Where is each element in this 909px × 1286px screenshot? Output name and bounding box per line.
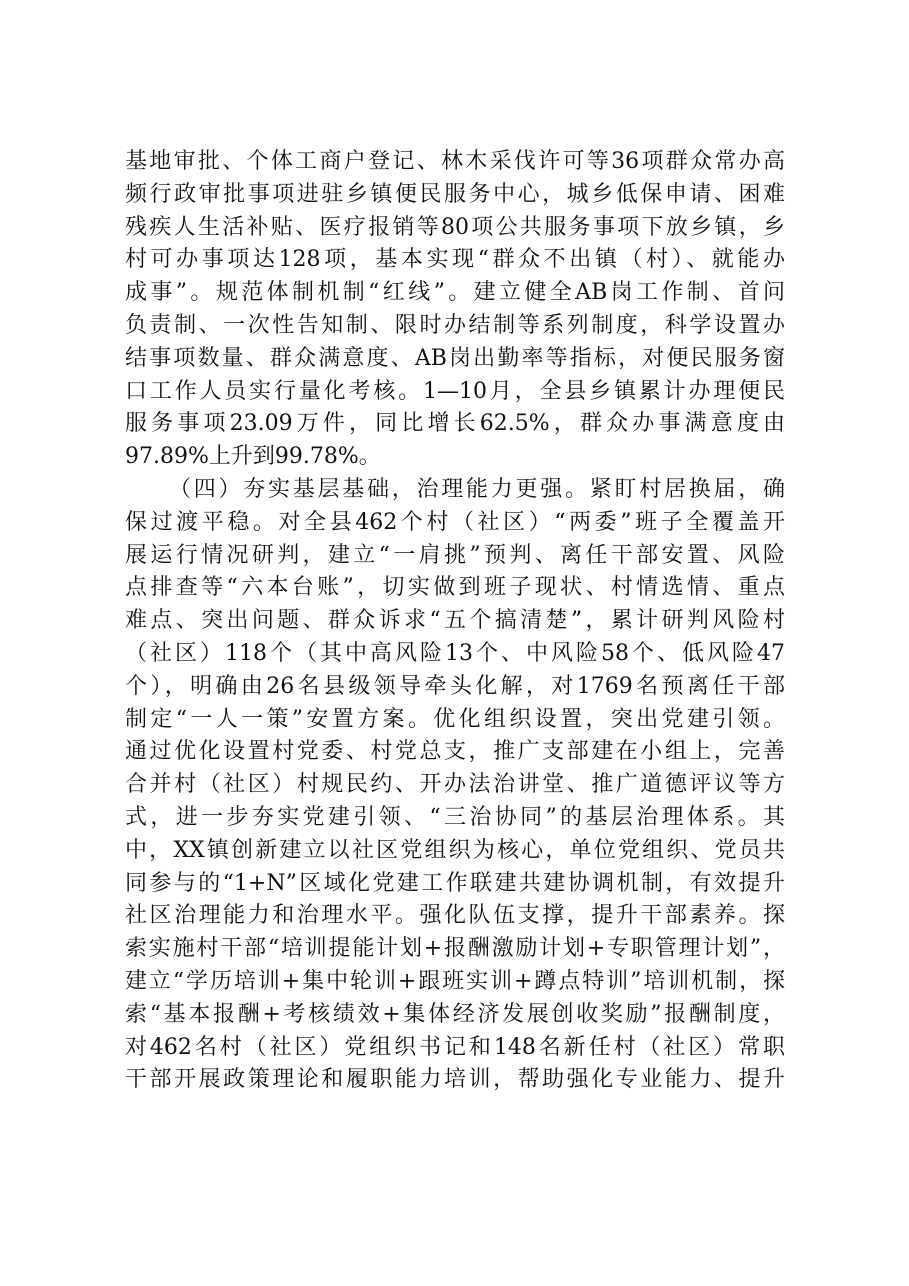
text-line: 索“基本报酬+考核绩效+集体经济发展创收奖励”报酬制度， xyxy=(125,1001,785,1027)
text-line: 合并村（社区）村规民约、开办法治讲堂、推广道德评议等方 xyxy=(125,772,785,798)
text-line: 难点、突出问题、群众诉求“五个搞清楚”，累计研判风险村 xyxy=(125,608,785,634)
text-line: 式，进一步夯实党建引领、“三治协同”的基层治理体系。其 xyxy=(125,804,785,830)
text-line: 成事”。规范体制机制“红线”。建立健全AB岗工作制、首问 xyxy=(125,280,785,306)
text-line: 基地审批、个体工商户登记、林木采伐许可等36项群众常办高 xyxy=(125,149,785,174)
text-line: 展运行情况研判，建立“一肩挑”预判、离任干部安置、风险 xyxy=(125,542,785,568)
text-line: 制定“一人一策”安置方案。优化组织设置，突出党建引领。 xyxy=(125,706,785,732)
text-line: 保过渡平稳。对全县462个村（社区）“两委”班子全覆盖开 xyxy=(125,509,785,535)
text-line: 点排查等“六本台账”，切实做到班子现状、村情选情、重点 xyxy=(125,575,785,601)
text-line: 口工作人员实行量化考核。1—10月，全县乡镇累计办理便民 xyxy=(125,378,785,404)
text-line: 结事项数量、群众满意度、AB岗出勤率等指标，对便民服务窗 xyxy=(125,345,785,371)
text-line: 个），明确由26名县级领导牵头化解，对1769名预离任干部 xyxy=(125,673,785,699)
text-line: 残疾人生活补贴、医疗报销等80项公共服务事项下放乡镇，乡 xyxy=(125,214,785,240)
section-heading-line: （四）夯实基层基础，治理能力更强。紧盯村居换届，确 xyxy=(169,476,785,502)
text-line: 通过优化设置村党委、村党总支，推广支部建在小组上，完善 xyxy=(125,739,785,765)
text-line: 村可办事项达128项，基本实现“群众不出镇（村）、就能办 xyxy=(125,247,785,273)
text-line: 频行政审批事项进驻乡镇便民服务中心，城乡低保申请、困难 xyxy=(125,181,785,207)
text-line: 干部开展政策理论和履职能力培训，帮助强化专业能力、提升 xyxy=(125,1067,785,1093)
text-line: 97.89%上升到99.78%。 xyxy=(125,444,381,470)
text-line: 建立“学历培训+集中轮训+跟班实训+蹲点特训”培训机制，探 xyxy=(125,968,785,994)
text-line: 同参与的“1+N”区域化党建工作联建共建协调机制，有效提升 xyxy=(125,870,785,896)
text-line: （社区）118个（其中高风险13个、中风险58个、低风险47 xyxy=(125,640,785,666)
text-line: 中，XX镇创新建立以社区党组织为核心，单位党组织、党员共 xyxy=(125,837,785,863)
body-text xyxy=(125,146,785,1097)
text-line: 索实施村干部“培训提能计划+报酬激励计划+专职管理计划”， xyxy=(125,936,785,962)
text-line: 社区治理能力和治理水平。强化队伍支撑，提升干部素养。探 xyxy=(125,903,785,929)
text-line: 服务事项23.09万件，同比增长62.5%，群众办事满意度由 xyxy=(125,411,785,437)
text-line: 对462名村（社区）党组织书记和148名新任村（社区）常职 xyxy=(125,1034,785,1060)
text-line: 负责制、一次性告知制、限时办结制等系列制度，科学设置办 xyxy=(125,312,785,338)
